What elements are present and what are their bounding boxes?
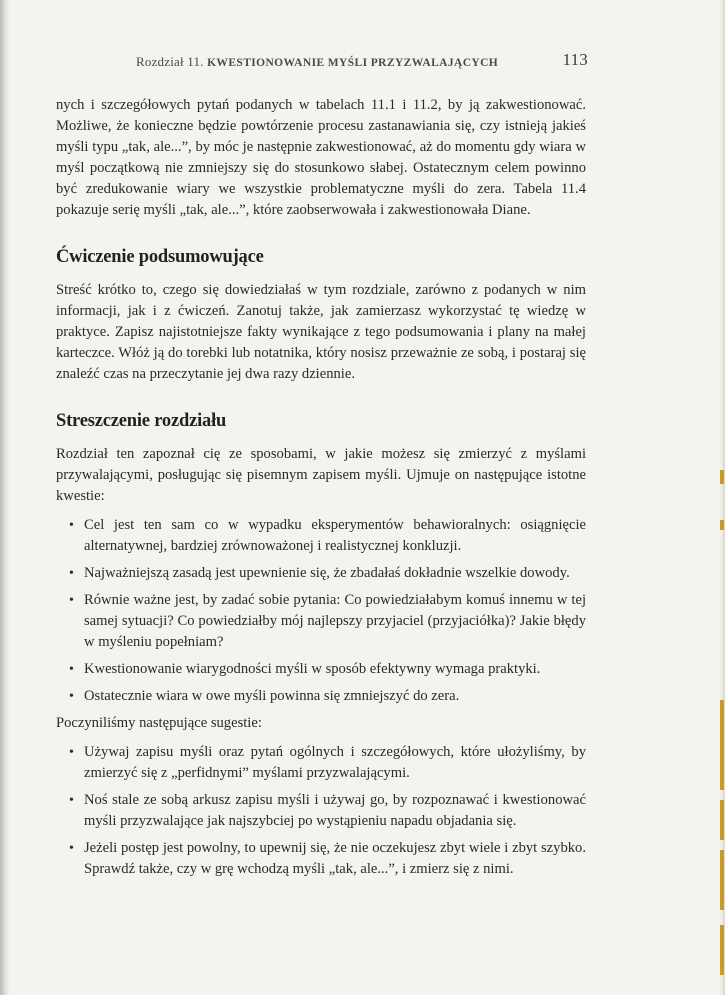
list-item: • Kwestionowanie wiarygodności myśli w sposób efektywny wymaga praktyki. [62, 659, 586, 680]
page-number: 113 [562, 50, 588, 69]
running-head [56, 46, 586, 72]
chapter-prefix: Rozdział 11. [136, 54, 204, 69]
suggestions-bullet-list [56, 742, 586, 880]
exercise-paragraph: Streść krótko to, czego się dowiedziałaś w tym rozdziale, zarówno z podanych w nim informacji, jak i z ćwiczeń. Zanotuj także, jak zamierzasz wykorzystać tę wiedzę w praktyce. Zapisz najistotniejsze fakty wynikające z tego podsumowania i plany na małej karteczce. Włóż ją do torebki lub notatnika, który nosisz przeważnie ze sobą, i postaraj się znaleźć czas na przeczytanie jej dwa razy dziennie. [56, 282, 586, 382]
section-heading-exercise: Ćwiczenie podsumowujące [56, 247, 264, 267]
page-edge-mark [720, 800, 724, 840]
chapter-label [136, 54, 498, 70]
page-edge-mark [720, 850, 724, 910]
summary-paragraph: Rozdział ten zapoznał cię ze sposobami, w jakie możesz się zmierzyć z myślami przywalającymi, posługując się pisemnym zapisem myśli. Ujmuje on następujące istotne kwestie: [56, 446, 586, 504]
page-gutter-shadow [0, 0, 10, 995]
summary-bullet-list [56, 515, 586, 707]
list-item: • Używaj zapisu myśli oraz pytań ogólnych i szczegółowych, które ułożyliśmy, by zmierzyć się z „perfidnymi” myślami przyzwalającymi. [62, 742, 586, 784]
list-item: • Cel jest ten sam co w wypadku eksperymentów behawioralnych: osiągnięcie alternatywnej, bardziej zrównoważonej i realistycznej konkluzji. [62, 515, 586, 557]
list-item: • Jeżeli postęp jest powolny, to upewnij się, że nie oczekujesz zbyt wiele i zbyt szybko. Sprawdź także, czy w grę wchodzą myśli „tak, ale...”, i zmierz się z nimi. [62, 838, 586, 880]
chapter-title: KWESTIONOWANIE MYŚLI PRZYZWALAJĄCYCH [207, 57, 499, 69]
intro-paragraph: nych i szczegółowych pytań podanych w tabelach 11.1 i 11.2, by ją zakwestionować. Możliwe, że konieczne będzie powtórzenie procesu zastanawiania się, czy istnieją jakieś myśli typu „tak, ale...”, by móc je następnie zakwestionować, aż do momentu gdy wiara w myśl początkową nie zmniejszy się do stosunkowo słabej. Ostatecznym celem powinno być zredukowanie wiary we wszystkie problematyczne myśli do zera. Tabela 11.4 pokazuje serię myśli „tak, ale...”, które zaobserwowała i zakwestionowała Diane. [56, 97, 586, 218]
section-heading-summary: Streszczenie rozdziału [56, 411, 227, 431]
suggestions-intro: Poczyniliśmy następujące sugestie: [56, 715, 262, 731]
list-item: • Noś stale ze sobą arkusz zapisu myśli i używaj go, by rozpoznawać i kwestionować myśli przyzwalające jak najszybciej po wystąpieniu napadu objadania się. [62, 790, 586, 832]
list-item: • Najważniejszą zasadą jest upewnienie się, że zbadałaś dokładnie wszelkie dowody. [62, 563, 586, 584]
book-page [56, 46, 586, 886]
page-edge-mark [720, 470, 724, 484]
list-item: • Równie ważne jest, by zadać sobie pytania: Co powiedziałabym komuś innemu w tej samej sytuacji? Co powiedziałby mój najlepszy przyjaciel (przyjaciółka)? Jakie błędy w myśleniu popełniam? [62, 590, 586, 653]
page-edge-mark [720, 520, 724, 530]
page-edge-mark [720, 925, 724, 975]
page-edge-mark [720, 700, 724, 790]
page-edge [720, 0, 725, 995]
list-item: • Ostatecznie wiara w owe myśli powinna się zmniejszyć do zera. [62, 686, 586, 707]
